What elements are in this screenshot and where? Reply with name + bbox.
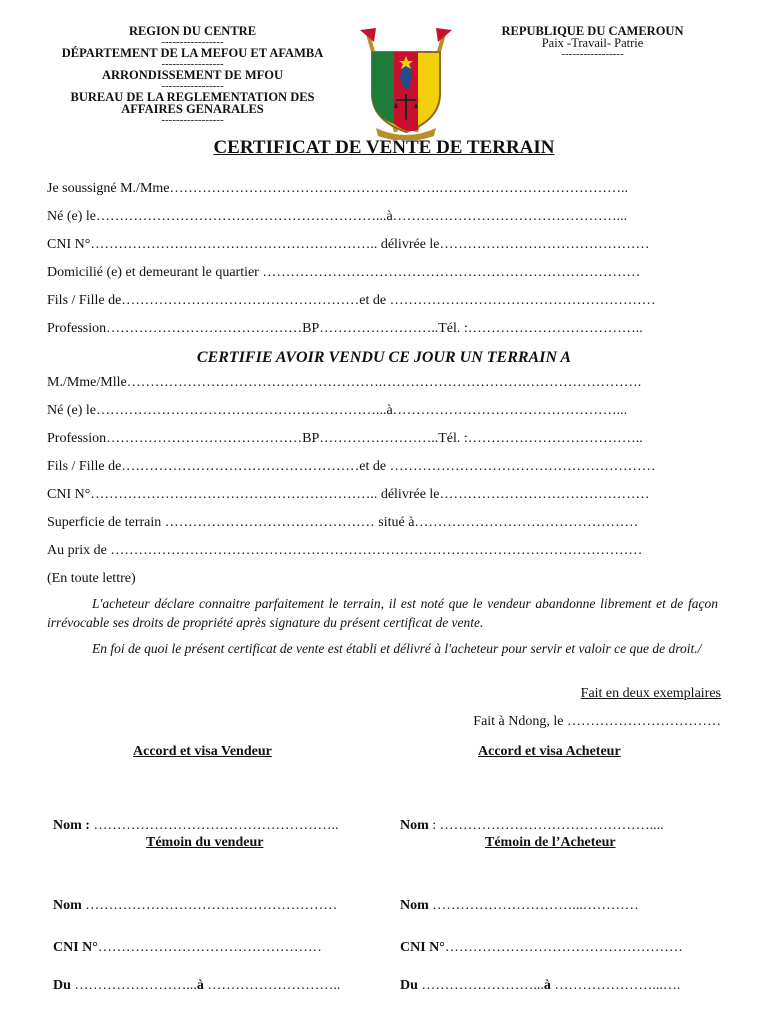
buyer-witness-name-line[interactable]: [400, 898, 639, 914]
divider: -----------------: [161, 36, 224, 48]
seller-cni-line[interactable]: CNI N°…………………………………………………….. délivrée le………………………………………: [47, 237, 650, 252]
bureau-name-line1: BUREAU DE LA REGLEMENTATION DES: [70, 90, 315, 104]
seller-signature-name-line[interactable]: [53, 818, 338, 834]
nom-dots: ……………………………………………..: [93, 818, 339, 833]
buyer-signature-name-line[interactable]: [400, 818, 664, 834]
seller-name-line[interactable]: Je soussigné M./Mme………………………………………………….…………………………………..: [47, 181, 628, 196]
a-label: à: [196, 978, 204, 993]
section-subtitle: CERTIFIE AVOIR VENDU CE JOUR UN TERRAIN A: [196, 349, 572, 366]
coat-of-arms-emblem: [354, 24, 458, 140]
nom-label: Nom: [400, 898, 429, 913]
seller-birth-line[interactable]: Né (e) le……………………………………………………...à…………………………………………...: [47, 209, 628, 224]
closing-paragraph: En foi de quoi le présent certificat de vente est établi et délivré à l'acheteur pour servir et valoir ce que de droit./: [92, 641, 702, 656]
cni-label: CNI N°: [400, 940, 445, 955]
buyer-witness-heading: Témoin de l’Acheteur: [485, 835, 616, 850]
place-date-line[interactable]: Fait à Ndong, le ……………………………: [473, 714, 721, 729]
republic-name: REPUBLIQUE DU CAMEROUN: [501, 24, 684, 38]
department-name: DÉPARTEMENT DE LA MEFOU ET AFAMBA: [61, 46, 324, 60]
seller-witness-du-line[interactable]: [53, 978, 340, 994]
document-title: CERTIFICAT DE VENTE DE TERRAIN: [213, 137, 555, 158]
seller-address-line[interactable]: Domicilié (e) et demeurant le quartier ………………………………………………………………………: [47, 265, 641, 280]
header-republic: [490, 25, 695, 59]
copies-note: Fait en deux exemplaires: [580, 686, 721, 701]
cni-dots: ……………………………………………: [444, 940, 683, 955]
divider: -----------------: [161, 58, 224, 70]
price-in-words-note: (En toute lettre): [47, 571, 136, 586]
du-dots: ……………………...: [74, 978, 197, 993]
seller-parents-line[interactable]: Fils / Fille de……………………………………………et de …………………………………………………: [47, 293, 656, 308]
buyer-profession-line[interactable]: Profession……………………………………BP……………………..Tél. :………………………………..: [47, 431, 643, 446]
divider: -----------------: [161, 114, 224, 126]
arrondissement-name: ARRONDISSEMENT DE MFOU: [101, 68, 284, 82]
bureau-name-line2: AFFAIRES GENARALES: [121, 102, 264, 116]
seller-witness-heading: Témoin du vendeur: [146, 835, 264, 850]
land-area-line[interactable]: Superficie de terrain ……………………………………… situé à…………………………………………: [47, 515, 639, 530]
du-label: Du: [53, 978, 71, 993]
nom-dots: ………………………………………………: [85, 898, 338, 913]
national-motto: Paix -Travail- Patrie: [541, 36, 644, 50]
du-label: Du: [400, 978, 418, 993]
buyer-witness-du-line[interactable]: [400, 978, 680, 994]
seller-profession-line[interactable]: Profession……………………………………BP……………………..Tél. :………………………………..: [47, 321, 643, 336]
price-line[interactable]: Au prix de ……………………………………………………………………………………………………: [47, 543, 643, 558]
nom-label: Nom: [53, 898, 82, 913]
du-dots: …………………...….: [554, 978, 681, 993]
du-dots: ……………………...: [421, 978, 544, 993]
buyer-declaration-paragraph: L'acheteur déclare connaitre parfaitement le terrain, il est noté que le vendeur abandonne librement et de façon irrévocable ses droits de propriété après signature du présent certificat de vente.: [47, 596, 718, 630]
divider: -----------------: [561, 48, 624, 60]
nom-label: Nom :: [53, 818, 90, 833]
nom-dots: …………………………...…………: [432, 898, 639, 913]
region-name: REGION DU CENTRE: [128, 24, 257, 38]
divider: -----------------: [161, 80, 224, 92]
nom-dots: : ………………………………………....: [432, 818, 664, 833]
nom-label: Nom: [400, 818, 429, 833]
cni-label: CNI N°: [53, 940, 98, 955]
seller-witness-name-line[interactable]: [53, 898, 337, 914]
buyer-visa-heading: Accord et visa Acheteur: [478, 744, 621, 759]
buyer-birth-line[interactable]: Né (e) le……………………………………………………...à…………………………………………...: [47, 403, 628, 418]
seller-visa-heading: Accord et visa Vendeur: [133, 744, 272, 759]
a-label: à: [543, 978, 551, 993]
buyer-cni-line[interactable]: CNI N°…………………………………………………….. délivrée le………………………………………: [47, 487, 650, 502]
buyer-witness-cni-line[interactable]: [400, 940, 683, 956]
header-administration: [50, 25, 335, 125]
seller-witness-cni-line[interactable]: [53, 940, 322, 956]
buyer-name-line[interactable]: M./Mme/Mlle……………………………………………….………………………….…………………….: [47, 375, 642, 390]
buyer-parents-line[interactable]: Fils / Fille de……………………………………………et de …………………………………………………: [47, 459, 656, 474]
du-dots: ………………………..: [207, 978, 341, 993]
cni-dots: …………………………………………: [97, 940, 322, 955]
